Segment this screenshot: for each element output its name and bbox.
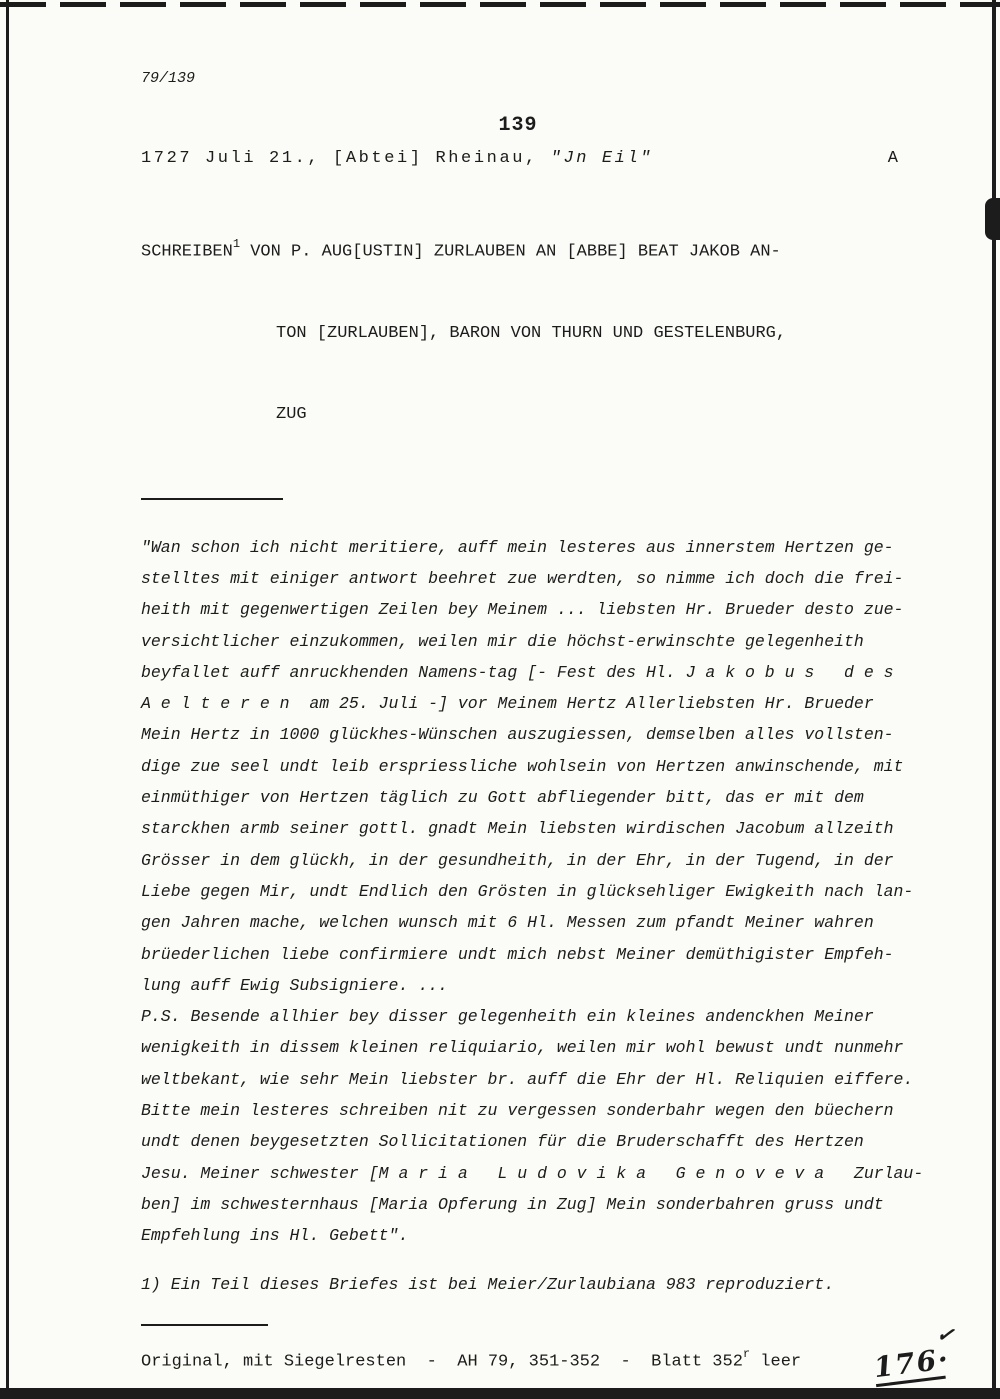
- folio-number: 79/139: [141, 70, 196, 87]
- page-content: [141, 70, 933, 1375]
- body-line: gen Jahren mache, welchen wunsch mit 6 Hl. Messen zum pfandt Meiner wahren: [141, 913, 874, 933]
- header-rest: VON P. AUG[USTIN] ZURLAUBEN AN [ABBE] BEAT JAKOB AN-: [240, 242, 781, 262]
- body-line: Empfehlung ins Hl. Gebett".: [141, 1226, 409, 1246]
- scan-artifact: [985, 198, 1000, 240]
- scan-border-bottom: [0, 1388, 1000, 1399]
- handwritten-number: 176·: [872, 1345, 946, 1387]
- body-line: A e l t e r e n am 25. Juli -] vor Meinem Hertz Allerliebsten Hr. Brueder: [141, 694, 874, 714]
- body-line: dige zue seel undt leib erspriessliche wohlsein von Hertzen anwinschende, mit: [141, 756, 904, 776]
- header-line2: TON [ZURLAUBEN], BARON VON THURN UND GESTELENBURG,: [276, 323, 787, 343]
- body-line: Mein Hertz in 1000 glückhes-Wünschen auszugiessen, demselben alles vollsten-: [141, 725, 894, 745]
- provenance-text: Original, mit Siegelresten - AH 79, 351-352 - Blatt 352: [141, 1353, 743, 1373]
- series-letter: A: [887, 149, 898, 168]
- header-line1: [141, 233, 933, 266]
- body-line: einmüthiger von Hertzen täglich zu Gott abfliegender bitt, das er mit dem: [141, 788, 864, 808]
- body-line: heith mit gegenwertigen Zeilen bey Meinem ... liebsten Hr. Brueder desto zue-: [141, 600, 904, 620]
- checkmark-icon: ✓: [934, 1324, 956, 1350]
- body-line: undt denen beygesetzten Sollicitationen für die Bruderschafft des Hertzen: [141, 1132, 864, 1152]
- body-line: wenigkeith in dissem kleinen reliquiario, weilen mir wohl bewust undt nunmehr: [141, 1038, 904, 1058]
- header-word: SCHREIBEN: [141, 242, 233, 262]
- provenance-superscript: r: [742, 1347, 751, 1362]
- date-text-group: [141, 148, 653, 170]
- body-line: ben] im schwesternhaus [Maria Opferung in Zug] Mein sonderbahren gruss undt: [141, 1194, 884, 1214]
- provenance-line: [141, 1344, 933, 1375]
- date-note-italic: "Jn Eil": [550, 149, 654, 168]
- date-line: [141, 148, 933, 170]
- separator-rule: [141, 498, 283, 500]
- body-line: weltbekant, wie sehr Mein liebster br. auff die Ehr der Hl. Reliquien eiffere.: [141, 1069, 914, 1089]
- scan-border-top: [0, 2, 1000, 7]
- body-line: P.S. Besende allhier bey disser gelegenheith ein kleines andenckhen Meiner: [141, 1007, 874, 1027]
- body-line: brüederlichen liebe confirmiere undt mich nebst Meiner demüthigister Empfeh-: [141, 944, 894, 964]
- body-line: Grösser in dem glückh, in der gesundheith, in der Ehr, in der Tugend, in der: [141, 850, 894, 870]
- body-line: Jesu. Meiner schwester [M a r i a L u d o v i k a G e n o v e v a Zurlau-: [141, 1163, 924, 1183]
- body-line: beyfallet auff anruckhenden Namens-tag [- Fest des Hl. J a k o b u s d e s: [141, 662, 894, 682]
- date-text: 1727 Juli 21., [Abtei] Rheinau,: [141, 149, 551, 168]
- body-line: versichtlicher einzukommen, weilen mir die höchst-erwinschte gelegenheith: [141, 631, 864, 651]
- footnote-marker: 1: [232, 237, 241, 251]
- letter-body: [141, 532, 933, 1252]
- body-line: stelltes mit einiger antwort beehret zue werdten, so nimme ich doch die frei-: [141, 568, 904, 588]
- body-line: starckhen armb seiner gottl. gnadt Mein liebsten wirdischen Jacobum allzeith: [141, 819, 894, 839]
- separator-rule-2: [141, 1324, 268, 1326]
- header-line3: ZUG: [276, 404, 307, 424]
- body-line: lung auff Ewig Subsigniere. ...: [141, 975, 448, 995]
- body-line: Liebe gegen Mir, undt Endlich den Grösten in glücksehliger Ewigkeith nach lan-: [141, 881, 914, 901]
- scan-border-left: [6, 0, 9, 1399]
- footnote: 1) Ein Teil dieses Briefes ist bei Meier/Zurlaubiana 983 reproduziert.: [141, 1275, 835, 1295]
- document-number: 139: [498, 114, 538, 137]
- regest-header: [141, 179, 933, 482]
- handwritten-mark: [871, 1324, 974, 1385]
- provenance-text-end: leer: [750, 1353, 802, 1373]
- body-line: "Wan schon ich nicht meritiere, auff mein lesteres aus innerstem Hertzen ge-: [141, 537, 894, 557]
- body-line: Bitte mein lesteres schreiben nit zu vergessen sonderbahr wegen den büechern: [141, 1101, 894, 1120]
